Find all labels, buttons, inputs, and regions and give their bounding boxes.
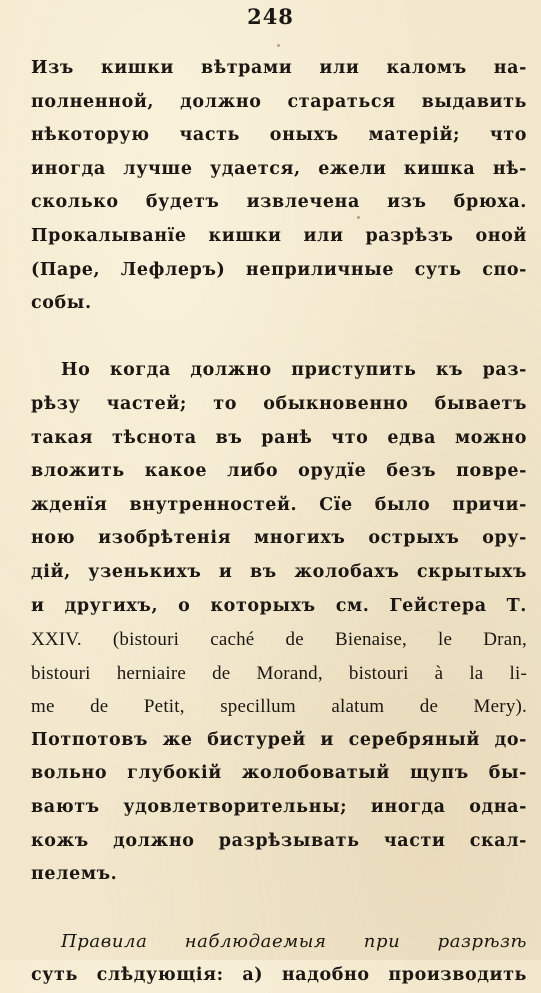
text-line: жденїя внутренностей. Сїе было причи- [31,494,527,515]
text-line: Потпотовъ же бистурей и серебряный до- [31,729,527,750]
text-line: (Паре, Лефлеръ) неприличные суть спо- [31,259,527,280]
text-line: ваютъ удовлетворительны; иногда одна- [31,797,527,818]
page-number: 248 [247,4,294,29]
text-line: суть слѣдующія: а) надобно производить [31,965,527,986]
text-line: me de Petit, specillum alatum de Mery). [31,696,527,718]
text-line: такая тѣснота въ ранѣ что едва можно [31,427,527,448]
text-line: полненной, должно стараться выдавить [31,91,527,112]
text-line: вложить какое либо орудїе безъ повре- [31,461,527,482]
text-line: сколько будетъ извлечена изъ брюха. [31,192,527,213]
text-line: ною изобрѣтенія многихъ острыхъ ору- [31,528,527,549]
page-body [31,52,527,993]
text-line: собы. [31,293,92,314]
text-line: нѣкоторую часть оныхъ матерій; что [31,125,527,146]
paragraph-gap [31,892,527,926]
text-line: Но когда должно приступить къ раз- [61,360,527,381]
text-line: XXIV. (bistouri caché de Bienaise, le Dran, [31,629,527,651]
print-speck [357,216,360,219]
paragraph-gap [31,321,527,355]
text-line: кожъ должно разрѣзывать части скал- [31,830,527,851]
text-line: дій, узенькихъ и въ жолобахъ скрытыхъ [31,561,527,582]
text-line: рѣзу частей; то обыкновенно бываетъ [31,393,527,414]
text-line: Правила наблюдаемыя при разрѣзѣ [61,931,527,953]
text-line: Изъ кишки вѣтрами или каломъ на- [31,58,527,78]
text-line: иногда лучше удается, ежели кишка нѣ- [31,158,527,179]
text-line: Прокалыванїе кишки или разрѣзъ оной [31,225,527,246]
text-line: вольно глубокій жолобоватый щупъ бы- [31,763,527,784]
print-speck [277,44,280,47]
text-line: и другихъ, о которыхъ см. Гейстера Т. [31,595,527,616]
text-line: пелемъ. [31,864,118,885]
text-line: bistouri herniaire de Morand, bistouri à la li- [31,662,527,684]
